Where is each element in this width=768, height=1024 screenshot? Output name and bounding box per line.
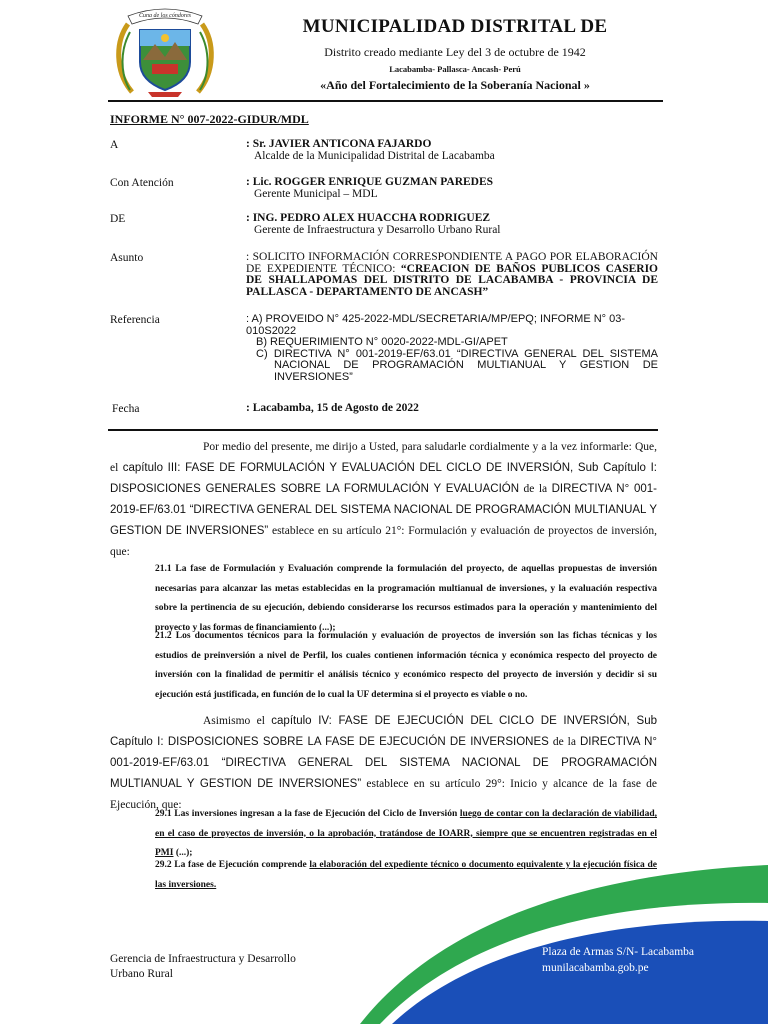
p2-chapter: capítulo IV: FASE DE EJECUCIÓN DEL CICLO DE INVERSIÓN, Sub Capítulo I: DISPOSICIONES SOBRE LA FASE DE EJECUCIÓN DE INVERSIONES [110,715,657,748]
p2-tail: establece en su artículo 29°: Inicio y alcance de la fase de Ejecución, que: [110,778,657,811]
q4-lead: 29.2 La fase de Ejecución comprende [155,860,310,870]
footer-dept-line2: Urbano Rural [110,968,173,980]
date-value [246,403,658,415]
report-number: INFORME N° 007-2022-GIDUR/MDL [110,112,309,126]
to-label: A [110,139,119,151]
q3-lead: 29.1 Las inversiones ingresan a la fase de Ejecución del Ciclo de Inversión [155,809,460,819]
reference-b: B) REQUERIMIENTO N° 0020-2022-MDL-GI/APET [256,336,508,348]
quote-21-1: 21.1 La fase de Formulación y Evaluación comprende la formulación del proyecto, de aquellas propuestas de inversión necesarias para alcanzar las metas establecidas en la programación multianual de inversiones, y la evaluación respectiva sobre la pertinencia de su ejecución, debiendo considerarse los recursos estimados para la operación y mantenimiento del proyecto y las formas de financiamiento (...); [155,564,657,633]
footer-address: Plaza de Armas S/N- Lacabamba [542,946,694,958]
reference-list [246,314,658,383]
footer-website: munilacabamba.gob.pe [542,962,649,974]
reference-a: : A) PROVEIDO N° 425-2022-MDL/SECRETARIA/MP/EPQ; INFORME N° 03-010S2022 [246,313,626,337]
attention-block [246,177,658,200]
from-role: Gerente de Infraestructura y Desarrollo Urbano Rural [254,223,501,236]
header-divider [108,100,663,102]
municipal-seal-logo [110,2,220,98]
to-name: : Sr. JAVIER ANTICONA FAJARDO [246,138,432,150]
from-label: DE [110,213,126,225]
body-paragraph-2 [110,711,657,816]
footer-contact [542,944,694,976]
q3-tail: (...); [173,848,193,858]
svg-text:Cuna de los cóndores: Cuna de los cóndores [139,13,191,19]
q3-underlined: luego de contar con la declaración de viabilidad, en el caso de proyectos de inversión, o la aprobación, tratándose de IOARR, siempre que se encuentren registradas en el PMI [155,809,657,858]
attention-name: : Lic. ROGGER ENRIQUE GUZMAN PAREDES [246,176,494,188]
quote-21-2: 21.2 Los documentos técnicos para la formulación y evaluación de proyectos de inversión son las fichas técnicas y los estudios de preinversión a nivel de Perfil, los cuales contienen información técnica y económica respecto del proyecto de inversión con la finalidad de permitir el análisis técnico y económico respecto del proyecto de inversión y decidir si su ejecución está justificada, en función de lo cual la UF determina si el proyecto es viable o no. [155,631,657,700]
location-line: Lacabamba- Pallasca- Ancash- Perú [389,64,521,74]
p1-connector: de la [519,483,552,495]
p2-directive: DIRECTIVA N° 001-2019-EF/63.01 “DIRECTIVA GENERAL DEL SISTEMA NACIONAL DE PROGRAMACIÓN MULTIANUAL Y GESTION DE INVERSIONES” [110,736,658,790]
creation-law-subtitle: Distrito creado mediante Ley del 3 de octubre de 1942 [324,45,586,59]
subject-plain: : SOLICITO INFORMACIÓN CORRESPONDIENTE A PAGO POR ELABORACIÓN DE EXPEDIENTE TÉCNICO: [246,251,658,275]
p2-intro: Asimismo el [203,715,272,727]
footer-wave-graphic [0,855,768,1024]
p1-intro: Por medio del presente, me dirijo a Usted, para saludarle cordialmente y a la vez informarle: Que, el [110,441,657,474]
subject-text [246,252,658,298]
from-name: : ING. PEDRO ALEX HUACCHA RODRIGUEZ [246,212,491,224]
attention-label: Con Atención [110,177,174,189]
attention-role: Gerente Municipal – MDL [254,187,378,200]
p1-directive: DIRECTIVA N° 001-2019-EF/63.01 “DIRECTIVA GENERAL DEL SISTEMA NACIONAL DE PROGRAMACIÓN MULTIANUAL Y GESTION DE INVERSIONES” [110,483,657,537]
reference-c: C) DIRECTIVA N° 001-2019-EF/63.01 “DIRECTIVA GENERAL DEL SISTEMA NACIONAL DE PROGRAMACIÓN MULTIANUAL Y GESTION DE INVERSIONES” [256,347,658,383]
footer-department [110,952,296,982]
subject-label: Asunto [110,252,144,264]
p1-tail: establece en su artículo 21°: Formulación y evaluación de proyectos de inversión, que: [110,525,657,558]
to-block [246,139,658,162]
to-role: Alcalde de la Municipalidad Distrital de Lacabamba [254,149,495,162]
address-divider [108,429,658,431]
footer-dept-line1: Gerencia de Infraestructura y Desarrollo [110,953,296,965]
from-block [246,213,658,236]
date-text: : Lacabamba, 15 de Agosto de 2022 [246,402,419,414]
p2-connector: de la [548,736,580,748]
body-paragraph-1 [110,437,657,563]
municipality-title: MUNICIPALIDAD DISTRITAL DE [302,16,608,37]
subject-bold: “CREACION DE BAÑOS PUBLICOS CASERIO DE SHALLAPOMAS DEL DISTRITO DE LACABAMBA - PROVINCIA DE PALLASCA - DEPARTAMENTO DE ANCASH” [246,262,659,298]
reference-label: Referencia [110,314,160,326]
p1-chapter: capítulo III: FASE DE FORMULACIÓN Y EVALUACIÓN DEL CICLO DE INVERSIÓN, Sub Capítulo I: DISPOSICIONES GENERALES SOBRE LA FORMULACIÓN Y EVALUACIÓN [110,462,657,495]
q4-underlined: la elaboración del expediente técnico o documento equivalente y la ejecución física de las inversiones. [155,860,657,890]
year-motto: «Año del Fortalecimiento de la Soberanía Nacional » [320,78,590,92]
date-label: Fecha [112,403,140,415]
